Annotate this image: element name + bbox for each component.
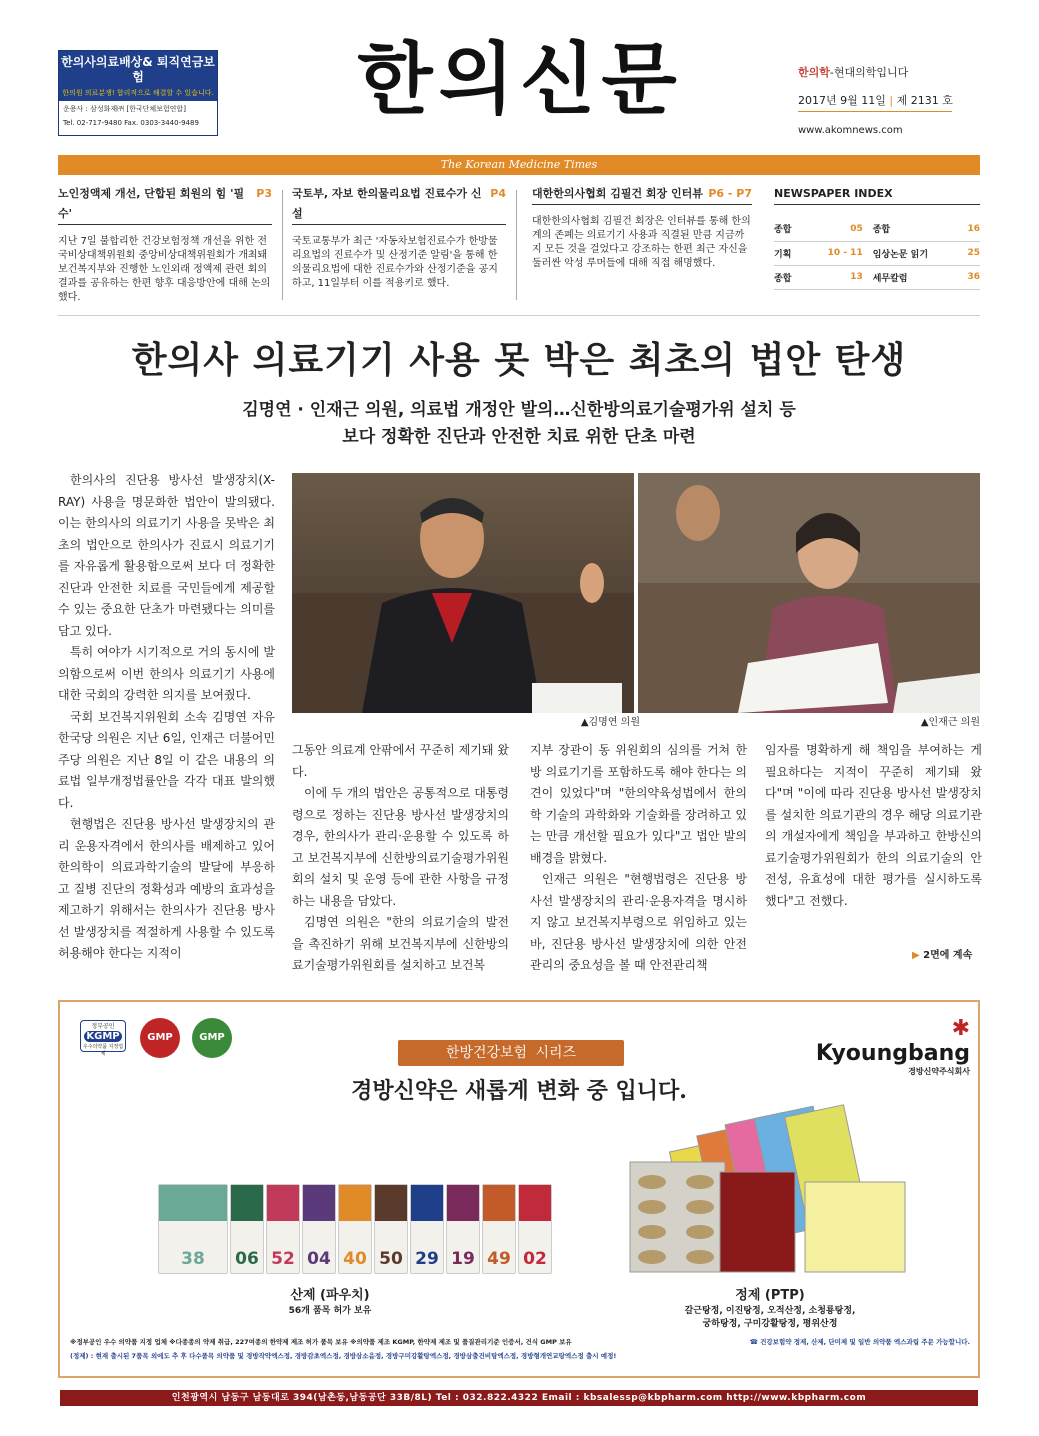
pouch-number: 49 [487,1249,511,1269]
ad-order-note: ☎ 건강보험약 정제, 산제, 단미제 및 일반 의약품 엑스과립 주문 가능합니다. [749,1338,970,1346]
teaser-2[interactable] [292,184,506,291]
article-column-1: 한의사의 진단용 방사선 발생장치(X-RAY) 사용을 명문화한 법안이 발의됐다. 이는 한의사의 의료기기 사용을 못박은 최초의 법안으로 한의사가 진료시 의료기기를 자유롭게 활용함으로써 보다 더 정확한 진단과 안전한 치료를 국민들에게 제공할 수 있는 중요한 단초가 마련됐다는 의미를 담고 있다. 특히 여야가 시기적으로 거의 동시에 발의함으로써 이번 한의사 의료기기 사용에 대한 국회의 강력한 의지를 보여줬다. 국회 보건복지위원회 소속 김명연 자유한국당 의원은 지난 6일, 인재근 더불어민주당 의원은 지난 8일 이 같은 내용의 의료법 일부개정법률안을 각각 대표 발의했다. 현행법은 진단용 방사선 발생장치의 관리 운용자격에서 한의사를 배제하고 있어 한의학이 의료과학기술의 발달에 부응하고 질병 진단의 정확성과 예방의 효과성을 제고하기 위해서는 한의사가 진단용 방사선 발생장치를 적절하게 사용할 수 있도록 허용해야 한다는 지적이 [58,473,275,960]
photo-caption-in: ▲인재근 의원 [920,717,980,728]
teaser-body: 국토교통부가 최근 '자동차보험진료수가 한방물리요법의 진료수가 및 산정기준 알림'을 통해 한의물리요법에 대한 진료수가와 산정기준을 공지하고, 11일부터 이를 적용키로 했다. [292,236,498,289]
teaser-page: P4 [490,187,506,200]
article-column-3: 지부 장관이 동 위원회의 심의를 거쳐 한방 의료기기를 포함하도록 해야 한다는 의견이 있었다"며 "한의약육성법에서 한의학 기술의 과학화와 기술화를 장려하고 있는 만큼 개선할 필요가 있다"고 법안 발의 배경을 밝혔다. 인재근 의원은 "현행법령은 진단용 방사선 발생장치의 관리·운용자격을 명시하지 않고 보건복지부령으로 위임하고 있는 바, 진단용 방사선 발생장치에 의한 안전관리의 중요성을 볼 때 안전관리책 [530,743,747,972]
pouch-number: 40 [343,1249,367,1269]
issue-number: 제 2131 호 [896,94,953,107]
insurance-ad-title: 한의사의료배상& 퇴직연금보험 [59,51,217,88]
photo-caption-kim: ▲김명연 의원 [580,717,640,728]
index-row[interactable]: 기획 10 - 11 임상논문 읽기 25 [774,241,980,265]
teaser-title: 노인정액제 개선, 단합된 회원의 힘 '필수' [58,187,245,220]
pouch-number: 02 [523,1249,547,1269]
pouch-item [518,1184,552,1274]
kgmp-badge: 정부공인 KGMP 우수의약품 지정업체 [80,1020,126,1052]
slogan-red: 한의학 [798,66,830,79]
divider [282,190,283,300]
gmp-badge-green: GMP [192,1018,232,1058]
ad-tagline: 경방신약은 새롭게 변화 중 입니다. [351,1078,687,1104]
index-row[interactable]: 종합 05 종합 16 [774,217,980,241]
photo-kim [292,473,634,713]
ad-release-note: (정제) : 현재 출시된 7품목 외에도 추 후 다수품목 의약품 및 경방작약엑스정, 경방감초엑스정, 경방삼소음정, 경방구미강활탕엑스정, 경방삼출건비탕엑스정, 경방형개연교탕엑스정 출시 예정! [70,1352,617,1360]
pouch-number: 04 [307,1249,331,1269]
pouch-item [302,1184,336,1274]
pouch-item [338,1184,372,1274]
pouch-number: 38 [181,1249,205,1269]
series-banner: 한방건강보험 시리즈 [398,1040,624,1066]
pouch-number: 29 [415,1249,439,1269]
slogan-rest: -현대의학입니다 [829,66,909,79]
ptp-caption: 정제 (PTP) 갈근탕정, 이진탕정, 오적산정, 소청룡탕정, 궁하탕정, 구미강활탕정, 평위산정 [684,1288,856,1329]
website-link[interactable]: www.akomnews.com [798,125,903,136]
divider [516,190,517,300]
teaser-title: 대한한의사협회 김필건 회장 인터뷰 [532,187,703,200]
pouch-item [374,1184,408,1274]
issue-meta: 한의학-현대의학입니다 2017년 9월 11일 | 제 2131 호 www.akomnews.com [798,66,953,136]
article-column-4: 임자를 명확하게 해 책임을 부여하는 게 필요하다는 지적이 꾸준히 제기돼 왔다"며 "이에 따라 진단용 방사선 발생장치를 설치한 의료기관의 경우 해당 의료기관의 개설자에게 책임을 부과하고 한방신의료기술평가위원회가 한의 의료기술의 안전성, 유효성에 대한 평가를 실시하도록 했다"고 전했다. [765,743,982,908]
pouch-caption: 산제 (파우치) 56개 품목 허가 보유 [288,1288,372,1316]
arrow-right-icon: ▶ [912,950,924,961]
pouch-item [482,1184,516,1274]
insurance-ad-contact: Tel. 02-717-9480 Fax. 0303-3440-9489 [63,119,199,127]
pouch-item [410,1184,444,1274]
insurance-ad[interactable] [58,50,218,136]
divider [58,315,980,316]
masthead: 한의신문 [357,35,683,125]
teaser-body: 대한한의사협회 김필건 회장은 인터뷰를 통해 한의계의 존폐는 의료기기 사용과 직결된 만큼 지금까지 모든 것을 걸었다고 강조하는 한편 최근 자신을 둘러싼 악성 루머들에 대해 직접 해명했다. [532,216,751,269]
teaser-page: P6 - P7 [708,187,752,200]
teaser-1[interactable] [58,184,272,305]
photo-in [638,473,980,713]
gmp-badge-red: GMP [140,1018,180,1058]
insurance-ad-operator: 운용사 : 삼성화재㈜ [한국단체보험연합] [63,105,186,113]
pouch-number: 19 [451,1249,475,1269]
index-title: NEWSPAPER INDEX [774,184,980,205]
pouch-number: 50 [379,1249,403,1269]
article-headline: 한의사 의료기기 사용 못 박은 최초의 법안 탄생 [131,340,907,381]
pouch-number: 06 [235,1249,259,1269]
pouch-item [230,1184,264,1274]
logo-mark-icon: ✱ [951,1016,970,1041]
pouch-number: 52 [271,1249,295,1269]
ptp-blister-image [620,1102,920,1277]
ad-footer-band: 인천광역시 남동구 남동대로 394(남촌동,남동공단 33B/8L) Tel : 032.822.4322 Email : kbsalessp@kbpharm.com http://www.kbpharm.com [60,1390,978,1406]
teaser-body: 지난 7일 불합리한 건강보험정책 개선을 위한 전국비상대책위원회 중앙비상대책위원회가 개최돼 보건복지부와 진행한 노인외래 정액제 관련 회의결과를 공유하는 한편 향후 대응방안에 대해 논의했다. [58,236,271,303]
newspaper-index [774,184,980,290]
pouch-item [266,1184,300,1274]
pouch-item [158,1184,228,1274]
continued-link[interactable]: ▶ 2면에 계속 [912,950,973,961]
ad-note: ※정부공인 우수 의약품 지정 업체 ※다종종의 약제 취급, 227여종의 한약제 제조 허가 품목 보유 ※의약품 제조 KGMP, 한약제 제조 및 품질관리기준 인증서, 건식 GMP 보유 [70,1338,572,1346]
insurance-ad-slogan: 한의원 의료분쟁! 합리적으로 해결할 수 있습니다. [59,88,217,101]
kyoungbang-logo: ✱ Kyoungbang 경방신약주식회사 [815,1016,970,1076]
issue-date: 2017년 9월 11일 [798,94,886,107]
teaser-3[interactable] [532,184,752,271]
teaser-title: 국토부, 자보 한의물리요법 진료수가 신설 [292,187,482,220]
article-subhead: 김명연 · 인재근 의원, 의료법 개정안 발의…신한방의료기술평가위 설치 등 보다 정확한 진단과 안전한 치료 위한 단초 마련 [242,400,796,447]
kyoungbang-ad[interactable] [58,1000,980,1378]
pouch-item [446,1184,480,1274]
index-row[interactable]: 종합 13 세무칼럼 36 [774,265,980,289]
article-column-2: 그동안 의료계 안팎에서 꾸준히 제기돼 왔다. 이에 두 개의 법안은 공통적으로 대통령령으로 정하는 진단용 방사선 발생장치의 경우, 한의사가 관리·운용할 수 있도록 하고 보건복지부에 신한방의료기술평가위원회의 설치 및 운영 등에 관한 사항을 규정하는 내용을 담았다. 김명연 의원은 "한의 의료기술의 발전을 촉진하기 위해 보건복지부에 신한방의료기술평가위원회를 설치하고 보건복 [292,743,509,972]
english-title-bar: The Korean Medicine Times [58,155,980,175]
teaser-page: P3 [256,187,272,200]
